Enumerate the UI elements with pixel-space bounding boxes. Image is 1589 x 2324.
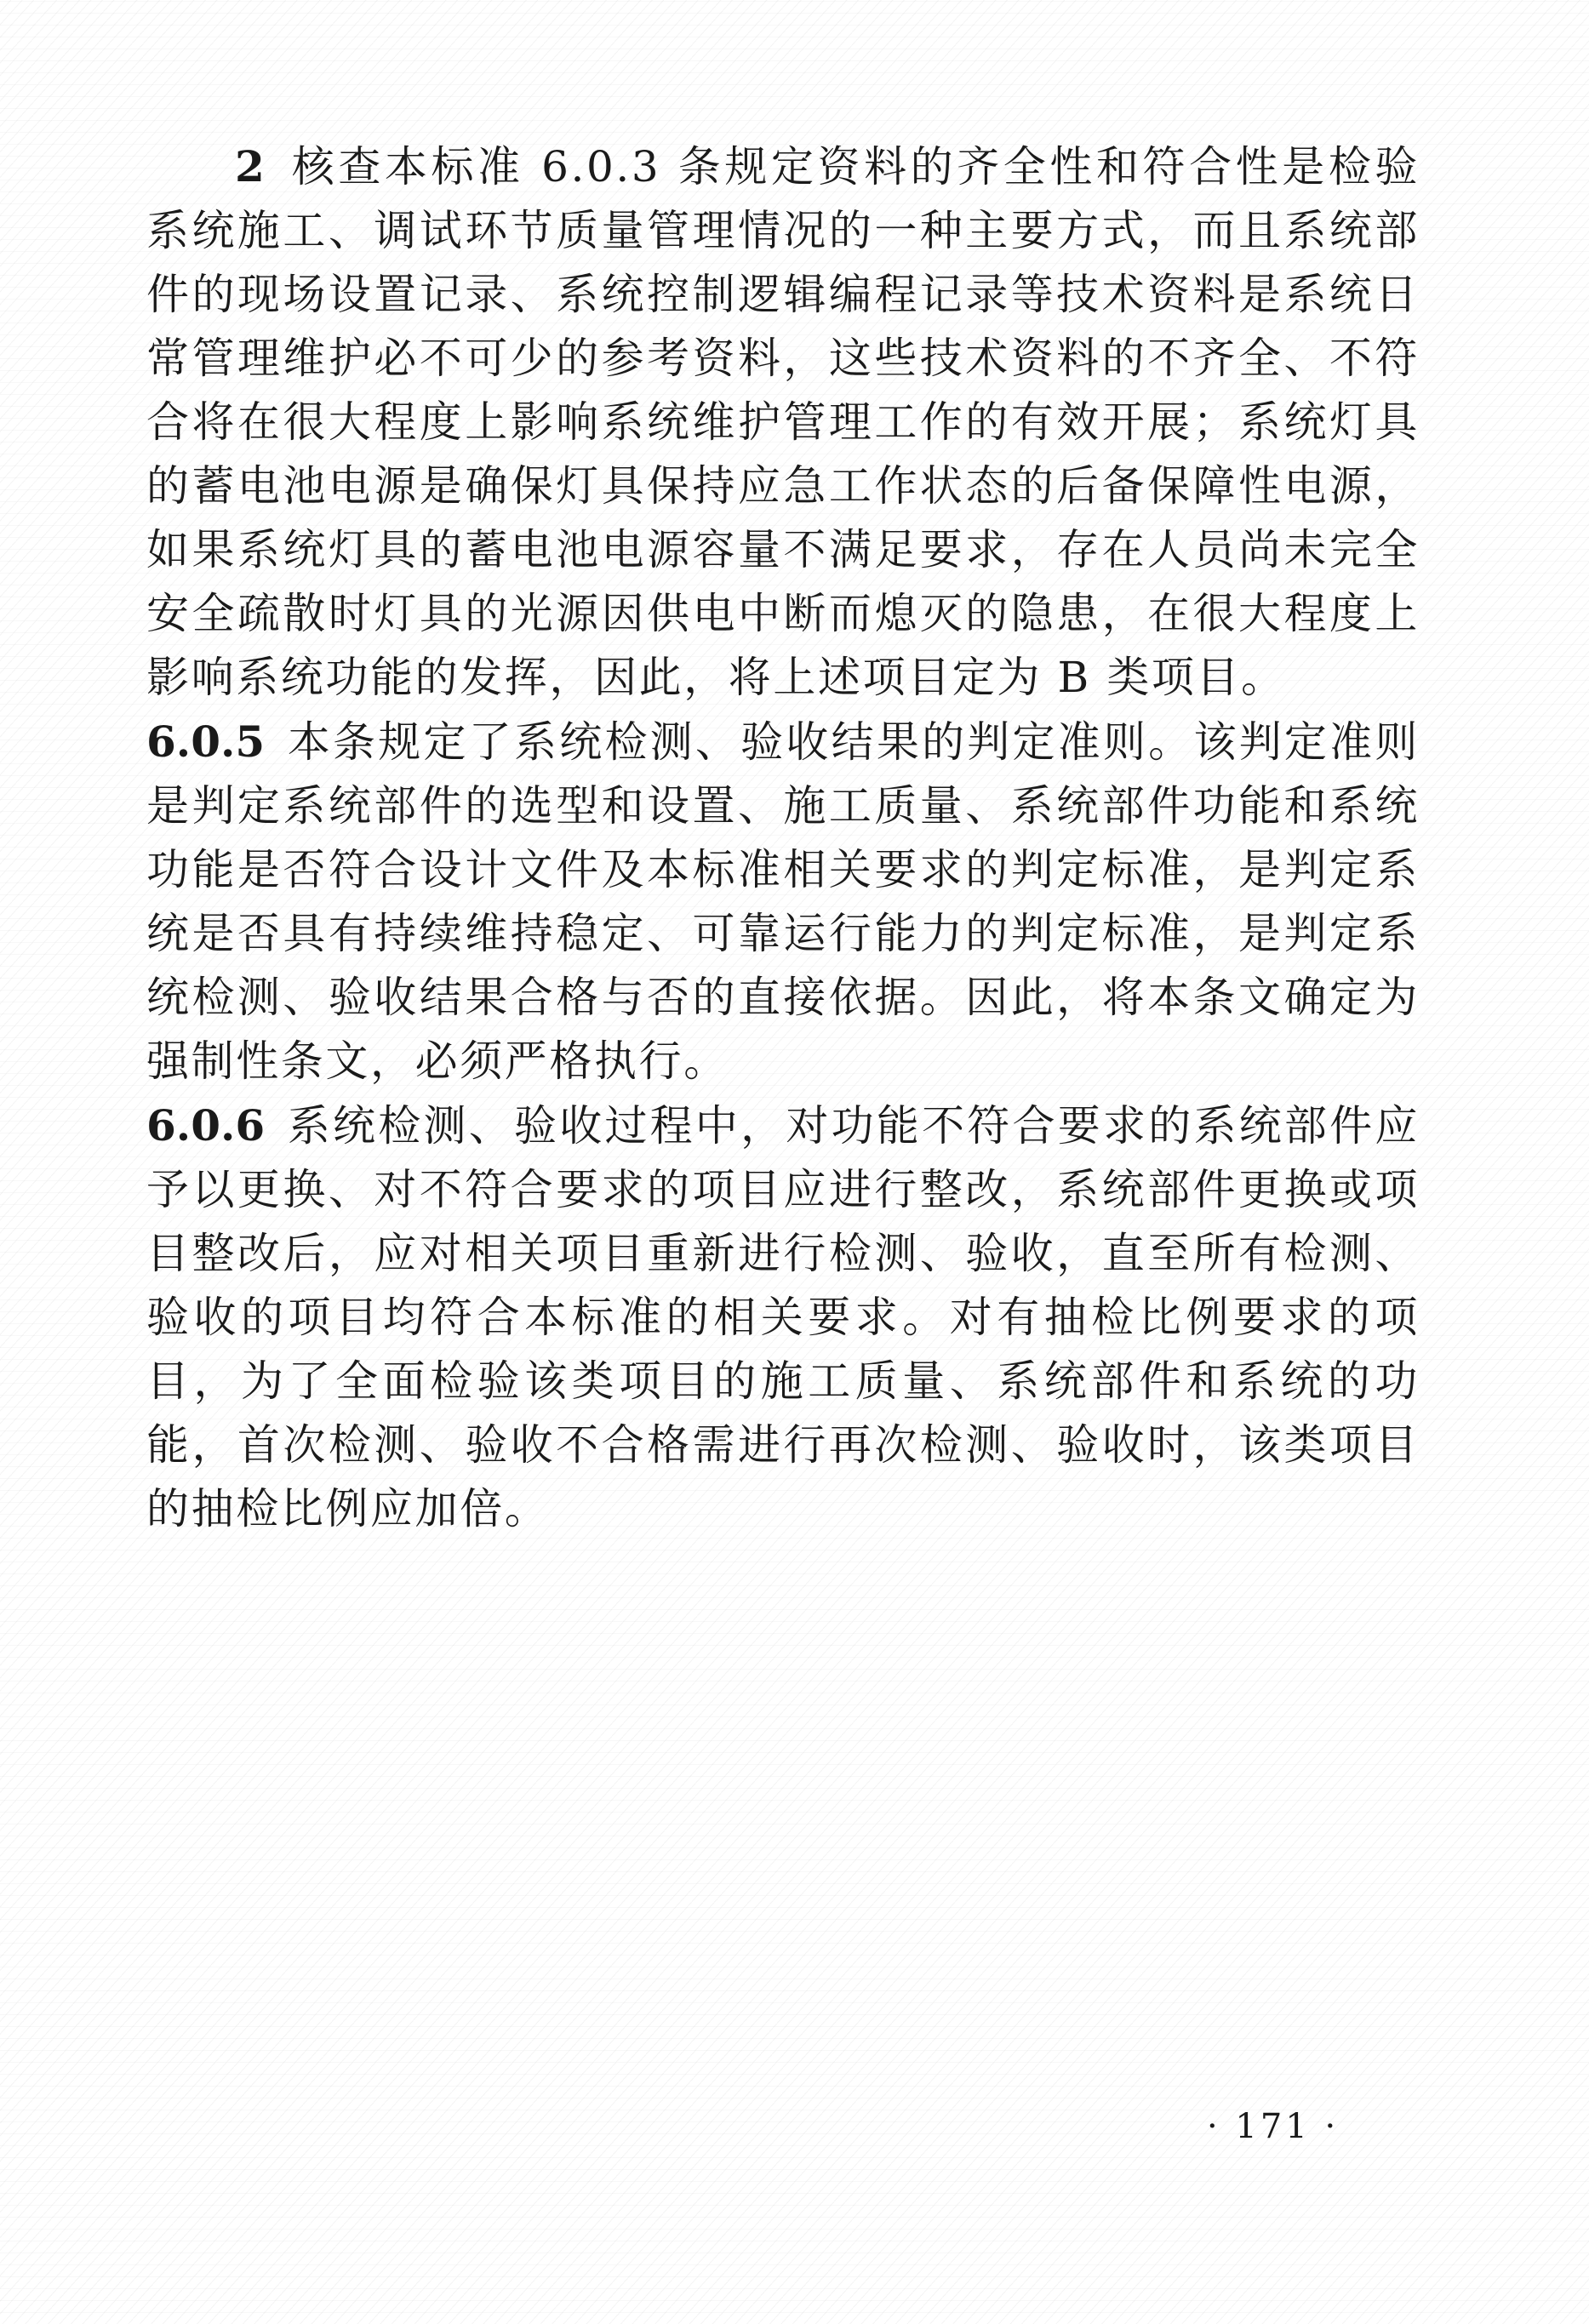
paragraph-text: 系统检测、验收过程中，对功能不符合要求的系统部件应予以更换、对不符合要求的项目应进行整改，系统部件更换或项目整改后，应对相关项目重新进行检测、验收，直至所有检测、验收的项目均符合本标准的相关要求。对有抽检比例要求的项目，为了全面检验该类项目的施工质量、系统部件和系统的功能，首次检测、验收不合格需进行再次检测、验收时，该类项目的抽检比例应加倍。 <box>146 1101 1420 1533</box>
page-number: · 171 · <box>1207 2107 1340 2146</box>
clause-number: 6.0.5 <box>146 717 266 767</box>
clause-paragraph <box>146 1093 1420 1541</box>
clause-paragraph <box>146 710 1420 1093</box>
clause-number: 6.0.6 <box>146 1100 266 1151</box>
paragraph-text: 本条规定了系统检测、验收结果的判定准则。该判定准则是判定系统部件的选型和设置、施工质量、系统部件功能和系统功能是否符合设计文件及本标准相关要求的判定标准，是判定系统是否具有持续维持稳定、可靠运行能力的判定标准，是判定系统检测、验收结果合格与否的直接依据。因此，将本条文确定为强制性条文，必须严格执行。 <box>146 717 1420 1086</box>
item-number: 2 <box>235 141 265 191</box>
paragraph-text: 核查本标准 6.0.3 条规定资料的齐全性和符合性是检验系统施工、调试环节质量管理情况的一种主要方式，而且系统部件的现场设置记录、系统控制逻辑编程记录等技术资料是系统日常管理维护必不可少的参考资料，这些技术资料的不齐全、不符合将在很大程度上影响系统维护管理工作的有效开展；系统灯具的蓄电池电源是确保灯具保持应急工作状态的后备保障性电源，如果系统灯具的蓄电池电源容量不满足要求，存在人员尚未完全安全疏散时灯具的光源因供电中断而熄灭的隐患，在很大程度上影响系统功能的发挥，因此，将上述项目定为 B 类项目。 <box>146 142 1420 702</box>
item-paragraph <box>146 134 1420 710</box>
body-text <box>146 134 1420 1541</box>
